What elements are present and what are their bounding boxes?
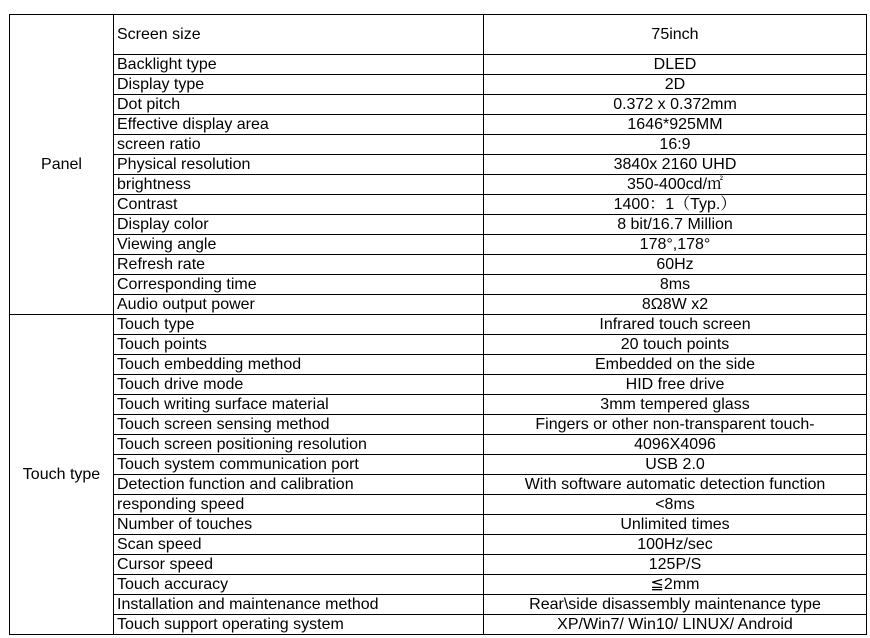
table-row <box>10 395 867 415</box>
parameter-value: 178°,178° <box>484 235 867 255</box>
parameter-name: Display color <box>114 215 484 235</box>
table-row <box>10 15 867 55</box>
group-label: Panel <box>10 15 114 315</box>
table-row <box>10 295 867 315</box>
parameter-name: Touch accuracy <box>114 575 484 595</box>
parameter-value: With software automatic detection function <box>484 475 867 495</box>
parameter-name: screen ratio <box>114 135 484 155</box>
table-row <box>10 495 867 515</box>
parameter-name: Contrast <box>114 195 484 215</box>
table-row <box>10 335 867 355</box>
parameter-value: 8 bit/16.7 Million <box>484 215 867 235</box>
table-row <box>10 455 867 475</box>
parameter-name: Viewing angle <box>114 235 484 255</box>
parameter-name: Corresponding time <box>114 275 484 295</box>
parameter-name: Cursor speed <box>114 555 484 575</box>
parameter-value: 8Ω8W x2 <box>484 295 867 315</box>
parameter-name: Touch writing surface material <box>114 395 484 415</box>
parameter-value: XP/Win7/ Win10/ LINUX/ Android <box>484 615 867 635</box>
table-row <box>10 115 867 135</box>
spec-table <box>9 14 867 635</box>
table-row <box>10 235 867 255</box>
parameter-value: Embedded on the side <box>484 355 867 375</box>
parameter-value: 100Hz/sec <box>484 535 867 555</box>
table-row <box>10 75 867 95</box>
parameter-name: Installation and maintenance method <box>114 595 484 615</box>
parameter-name: brightness <box>114 175 484 195</box>
table-row <box>10 135 867 155</box>
parameter-value: 350-400cd/㎡ <box>484 175 867 195</box>
parameter-value: ≦2mm <box>484 575 867 595</box>
table-row <box>10 55 867 75</box>
parameter-name: Touch type <box>114 315 484 335</box>
parameter-value: DLED <box>484 55 867 75</box>
table-row <box>10 175 867 195</box>
parameter-value: 60Hz <box>484 255 867 275</box>
parameter-value: Unlimited times <box>484 515 867 535</box>
parameter-value: 4096X4096 <box>484 435 867 455</box>
parameter-value: 3840x 2160 UHD <box>484 155 867 175</box>
parameter-name: Number of touches <box>114 515 484 535</box>
parameter-name: Touch points <box>114 335 484 355</box>
parameter-name: Touch screen sensing method <box>114 415 484 435</box>
table-row <box>10 355 867 375</box>
parameter-value: 75inch <box>484 15 867 55</box>
table-row <box>10 595 867 615</box>
parameter-name: Display type <box>114 75 484 95</box>
table-row <box>10 375 867 395</box>
table-row <box>10 275 867 295</box>
table-row <box>10 155 867 175</box>
parameter-name: Detection function and calibration <box>114 475 484 495</box>
parameter-value: USB 2.0 <box>484 455 867 475</box>
parameter-value: 20 touch points <box>484 335 867 355</box>
parameter-name: Dot pitch <box>114 95 484 115</box>
parameter-value: 0.372 x 0.372mm <box>484 95 867 115</box>
table-row <box>10 535 867 555</box>
table-row <box>10 615 867 635</box>
parameter-value: 16:9 <box>484 135 867 155</box>
parameter-name: Touch screen positioning resolution <box>114 435 484 455</box>
parameter-value: <8ms <box>484 495 867 515</box>
parameter-name: Touch support operating system <box>114 615 484 635</box>
parameter-value: Infrared touch screen <box>484 315 867 335</box>
parameter-name: Touch embedding method <box>114 355 484 375</box>
table-row <box>10 435 867 455</box>
parameter-name: Refresh rate <box>114 255 484 275</box>
parameter-value: 2D <box>484 75 867 95</box>
parameter-name: Backlight type <box>114 55 484 75</box>
parameter-name: Touch system communication port <box>114 455 484 475</box>
parameter-name: Physical resolution <box>114 155 484 175</box>
table-row <box>10 555 867 575</box>
parameter-name: Audio output power <box>114 295 484 315</box>
parameter-name: responding speed <box>114 495 484 515</box>
parameter-value: 3mm tempered glass <box>484 395 867 415</box>
table-row <box>10 315 867 335</box>
group-label: Touch type <box>10 315 114 635</box>
parameter-name: Screen size <box>114 15 484 55</box>
parameter-value: HID free drive <box>484 375 867 395</box>
table-row <box>10 215 867 235</box>
parameter-value: Rear\side disassembly maintenance type <box>484 595 867 615</box>
parameter-value: 1646*925MM <box>484 115 867 135</box>
spec-table-body <box>10 15 867 635</box>
table-row <box>10 195 867 215</box>
parameter-name: Touch drive mode <box>114 375 484 395</box>
parameter-value: 125P/S <box>484 555 867 575</box>
parameter-value: Fingers or other non-transparent touch- <box>484 415 867 435</box>
parameter-name: Effective display area <box>114 115 484 135</box>
table-row <box>10 415 867 435</box>
parameter-value: 1400：1（Typ.） <box>484 195 867 215</box>
table-row <box>10 475 867 495</box>
parameter-name: Scan speed <box>114 535 484 555</box>
parameter-value: 8ms <box>484 275 867 295</box>
table-row <box>10 95 867 115</box>
table-row <box>10 575 867 595</box>
table-row <box>10 515 867 535</box>
table-row <box>10 255 867 275</box>
